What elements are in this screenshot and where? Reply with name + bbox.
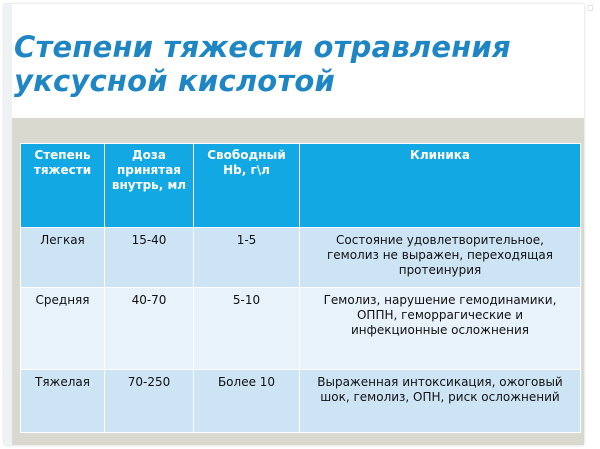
dose-cell: 70-250 (105, 370, 194, 433)
severity-cell: Легкая (21, 228, 105, 288)
table-row (21, 228, 581, 288)
left-accent-bar (4, 4, 12, 445)
header-dose: Доза принятая внутрь, мл (105, 144, 194, 228)
header-free-hb: Свободный Hb, г\л (194, 144, 300, 228)
table-header-row (21, 144, 581, 228)
header-clinic: Клиника (300, 144, 581, 228)
poisoning-severity-table (20, 143, 581, 433)
dose-cell: 40-70 (105, 288, 194, 370)
slide-title (14, 30, 574, 98)
dose-cell: 15-40 (105, 228, 194, 288)
severity-cell: Средняя (21, 288, 105, 370)
hb-cell: 1-5 (194, 228, 300, 288)
clinic-cell: Гемолиз, нарушение гемодинамики, ОППН, геморрагические и инфекционные осложнения (300, 288, 581, 370)
header-severity: Степень тяжести (21, 144, 105, 228)
table-row (21, 288, 581, 370)
title-line-1: Степени тяжести отравления (14, 30, 511, 64)
small-square-icon: ◻ (587, 3, 594, 12)
hb-cell: Более 10 (194, 370, 300, 433)
title-line-2: уксусной кислотой (14, 64, 336, 98)
hb-cell: 5-10 (194, 288, 300, 370)
severity-cell: Тяжелая (21, 370, 105, 433)
clinic-cell: Выраженная интоксикация, ожоговый шок, гемолиз, ОПН, риск осложнений (300, 370, 581, 433)
clinic-cell: Состояние удовлетворительное, гемолиз не выражен, переходящая протеинурия (300, 228, 581, 288)
table-row (21, 370, 581, 433)
